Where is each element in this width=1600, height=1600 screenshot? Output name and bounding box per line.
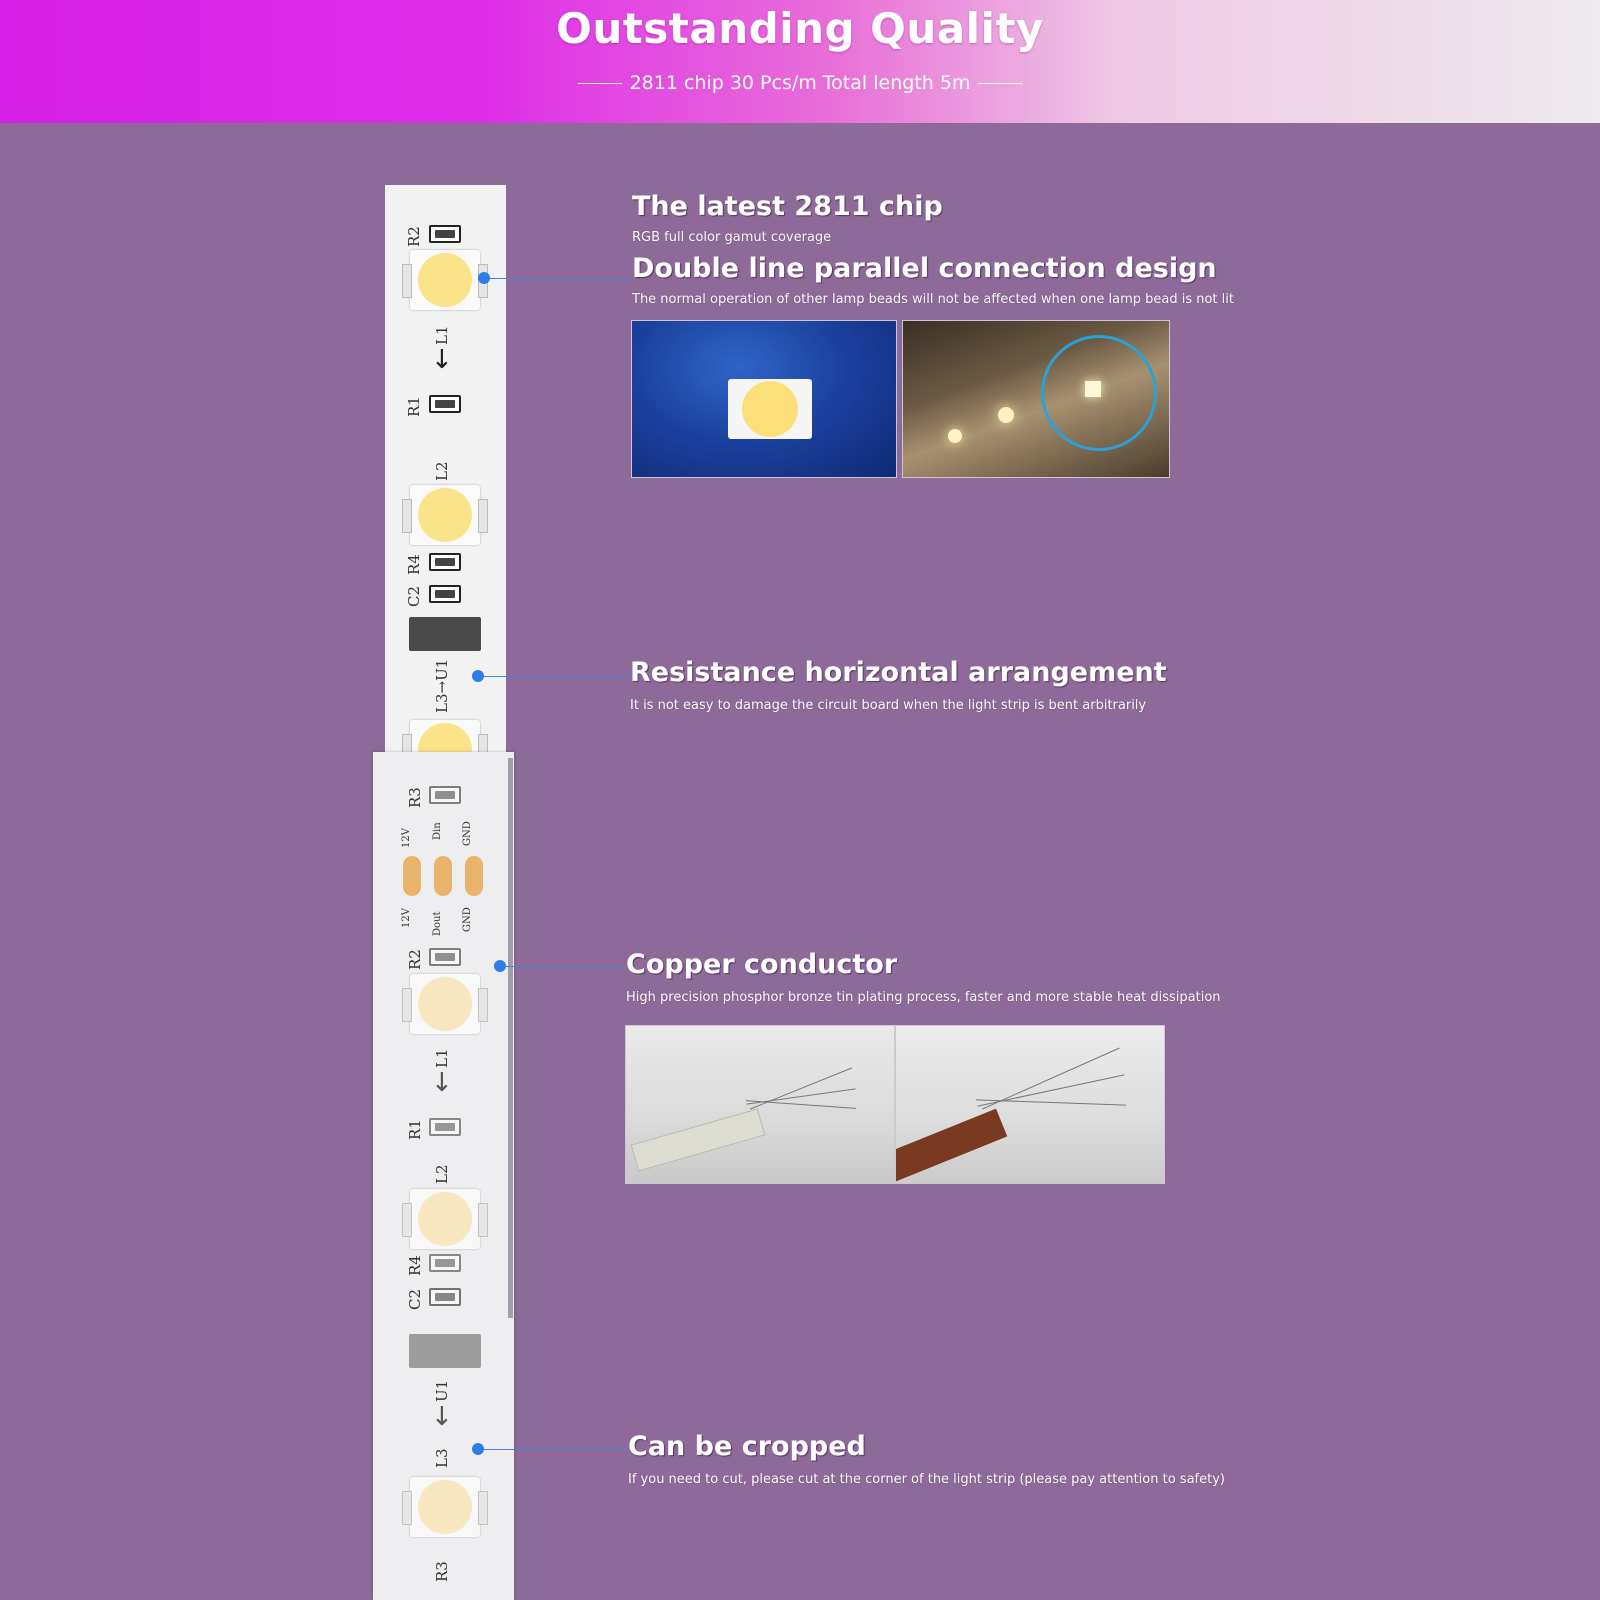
photo-bead-lit <box>948 429 962 443</box>
strip-shadow <box>508 758 513 1318</box>
copper-wire-photo-1 <box>625 1025 895 1184</box>
photo-wire <box>976 1099 1126 1105</box>
label-l3: L3 <box>433 1448 451 1468</box>
solder-pad-data <box>434 856 452 896</box>
copper-wire-photo-2 <box>895 1025 1165 1184</box>
led-strip-top <box>385 185 506 767</box>
led-emitter <box>418 1480 472 1534</box>
callout-line <box>484 1449 628 1450</box>
label-r3: R3 <box>406 787 424 808</box>
solder-pad-12v <box>403 856 421 896</box>
label-l1: L1 <box>433 1048 451 1068</box>
resistor-pad-r2 <box>429 948 461 966</box>
ic-chip <box>409 617 481 651</box>
feature-heading-copper: Copper conductor <box>626 949 898 980</box>
capacitor-pad-c2 <box>429 585 461 603</box>
feature-heading-chip: The latest 2811 chip <box>632 191 943 222</box>
feature-heading-crop: Can be cropped <box>628 1431 866 1462</box>
led-bead <box>410 485 480 545</box>
label-l2: L2 <box>433 1164 451 1184</box>
photo-bead-lit <box>1085 381 1101 397</box>
led-tab <box>478 988 488 1022</box>
photo-led-emitter <box>742 381 798 437</box>
led-tab <box>402 1491 412 1525</box>
capacitor-pad-c2 <box>429 1288 461 1306</box>
feature-desc-copper: High precision phosphor bronze tin plating process, faster and more stable heat dissipation <box>626 990 1221 1005</box>
subtitle-rule-right <box>978 83 1022 84</box>
resistor-pad-r1 <box>429 1118 461 1136</box>
arrow-down-icon: ↓ <box>431 1402 453 1432</box>
resistor-pad-r4 <box>429 1254 461 1272</box>
callout-dot <box>472 670 484 682</box>
led-tab <box>402 988 412 1022</box>
label-gnd-bottom: GND <box>462 907 473 932</box>
label-12v-bottom: 12V <box>401 908 412 928</box>
led-tab <box>478 1491 488 1525</box>
led-emitter <box>418 1192 472 1246</box>
label-u1: U1 <box>433 1379 451 1402</box>
label-din: Din <box>432 822 443 840</box>
arrow-down-icon: ↓ <box>431 1068 453 1098</box>
resistor-pad-r1 <box>429 395 461 413</box>
led-tab <box>478 1203 488 1237</box>
feature-heading-parallel: Double line parallel connection design <box>632 253 1217 284</box>
label-r1: R1 <box>406 1119 424 1140</box>
callout-dot <box>472 1443 484 1455</box>
label-c2: C2 <box>405 585 423 607</box>
led-emitter <box>418 488 472 542</box>
feature-desc-resistance: It is not easy to damage the circuit board when the light strip is bent arbitrarily <box>630 698 1147 713</box>
callout-line <box>484 676 630 677</box>
led-tab <box>402 499 412 533</box>
led-tab <box>402 1203 412 1237</box>
resistor-pad-r2 <box>429 225 461 243</box>
subtitle-text: 2811 chip 30 Pcs/m Total length 5m <box>629 72 971 94</box>
led-bead <box>410 1189 480 1249</box>
label-r2: R2 <box>406 949 424 970</box>
label-r2: R2 <box>405 226 423 247</box>
led-emitter <box>418 977 472 1031</box>
resistor-pad-r4 <box>429 553 461 571</box>
label-l1: L1 <box>433 325 451 345</box>
callout-dot <box>478 272 490 284</box>
callout-line <box>506 966 626 967</box>
led-tab <box>402 264 412 298</box>
led-tab <box>478 499 488 533</box>
arrow-down-icon: ↓ <box>431 345 453 375</box>
page-subtitle <box>0 72 1600 94</box>
ic-chip <box>409 1334 481 1368</box>
resistor-pad-r3 <box>429 786 461 804</box>
subtitle-rule-left <box>578 83 622 84</box>
label-dout: Dout <box>432 911 443 936</box>
led-closeup-photo <box>631 320 897 478</box>
label-12v-top: 12V <box>401 828 412 848</box>
feature-desc-crop: If you need to cut, please cut at the corner of the light strip (please pay attention to safety) <box>628 1472 1225 1487</box>
label-c2: C2 <box>406 1288 424 1310</box>
photo-strip-end <box>631 1108 766 1171</box>
page-title: Outstanding Quality <box>556 4 1044 53</box>
led-bead <box>410 974 480 1034</box>
label-gnd-top: GND <box>462 821 473 846</box>
feature-desc-chip: RGB full color gamut coverage <box>632 230 832 245</box>
photo-copper-core <box>895 1109 1007 1182</box>
callout-line <box>490 278 632 279</box>
led-emitter <box>418 253 472 307</box>
led-bead <box>410 1477 480 1537</box>
label-r1: R1 <box>405 396 423 417</box>
label-l2: L2 <box>433 461 451 481</box>
label-r4: R4 <box>406 1255 424 1276</box>
photo-bead-lit <box>998 407 1014 423</box>
led-bead <box>410 250 480 310</box>
led-strip-bottom <box>373 752 514 1600</box>
label-l3-u1: L3→U1 <box>433 658 451 713</box>
solder-pad-gnd <box>465 856 483 896</box>
header-band <box>0 0 1600 123</box>
label-r4: R4 <box>405 554 423 575</box>
lit-strip-photo <box>902 320 1170 478</box>
callout-dot <box>494 960 506 972</box>
feature-desc-parallel: The normal operation of other lamp beads will not be affected when one lamp bead is not lit <box>632 292 1234 307</box>
feature-heading-resistance: Resistance horizontal arrangement <box>630 657 1167 688</box>
label-r3: R3 <box>433 1561 451 1582</box>
